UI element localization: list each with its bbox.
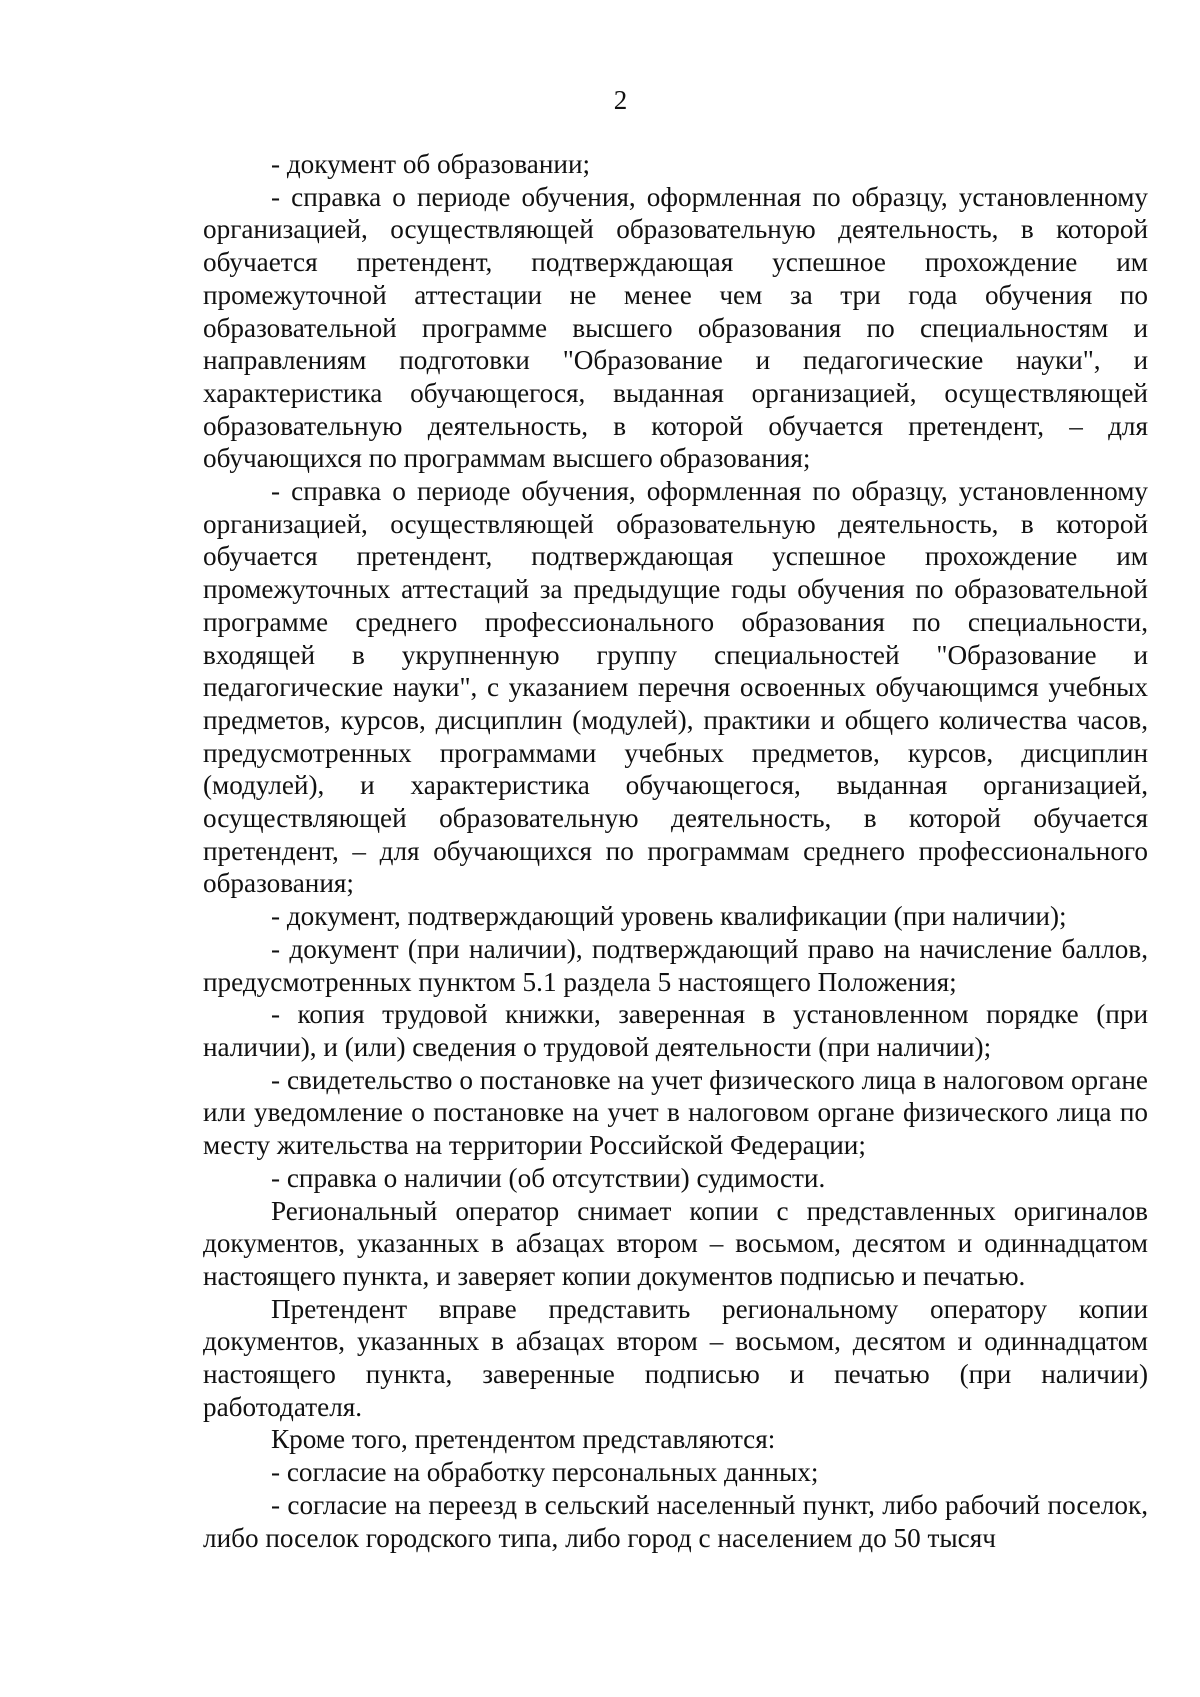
paragraph-education-document: - документ об образовании; [271, 149, 591, 179]
paragraph-criminal-record-certificate: - справка о наличии (об отсутствии) судимости. [271, 1162, 826, 1193]
paragraph-qualification-document: - документ, подтверждающий уровень квалификации (при наличии); [271, 901, 1067, 932]
page-number: 2 [613, 85, 628, 115]
paragraph-operator-copies: Региональный оператор снимает копии с представленных оригиналов документов, указанных в абзацах втором – восьмом, десятом и одиннадцатом настоящего пункта, и заверяет копии документов подписью и печатью. [203, 1195, 1148, 1291]
paragraph-relocation-consent: - согласие на переезд в сельский населенный пункт, либо рабочий поселок, либо поселок городского типа, либо город с населением до 50 тысяч [203, 1489, 1148, 1553]
paragraph-higher-education-certificate: - справка о периоде обучения, оформленная по образцу, установленному организацией, осуществляющей образовательную деятельность, в которой обучается претендент, подтверждающая успешное прохождение им промежуточной аттестации не менее чем за три года обучения по образовательной программе высшего образования по специальностям и направлениям подготовки "Образование и педагогические науки", и характеристика обучающегося, выданная организацией, осуществляющей образовательную деятельность, в которой обучается претендент, – для обучающихся по программам высшего образования; [203, 181, 1148, 474]
paragraph-additionally-submitted: Кроме того, претендентом представляются: [271, 1424, 776, 1455]
paragraph-employment-record: - копия трудовой книжки, заверенная в установленном порядке (при наличии), и (или) сведения о трудовой деятельности (при наличии); [203, 999, 1148, 1062]
paragraph-secondary-education-certificate: - справка о периоде обучения, оформленная по образцу, установленному организацией, осуществляющей образовательную деятельность, в которой обучается претендент, подтверждающая успешное прохождение им промежуточных аттестаций за предыдущие годы обучения по образовательной программе среднего профессионального образования по специальности, входящей в укрупненную группу специальностей "Образование и педагогические науки", с указанием перечня освоенных обучающимся учебных предметов, курсов, дисциплин (модулей), практики и общего количества часов, предусмотренных программами учебных предметов, курсов, дисциплин (модулей), и характеристика обучающегося, выданная организацией, осуществляющей образовательную деятельность, в которой обучается претендент, – для обучающихся по программам среднего профессионального образования; [203, 476, 1148, 899]
paragraph-tax-registration: - свидетельство о постановке на учет физического лица в налоговом органе или уведомление о постановке на учет в налоговом органе физического лица по месту жительства на территории Российской Федерации; [203, 1064, 1148, 1161]
paragraph-personal-data-consent: - согласие на обработку персональных данных; [271, 1457, 819, 1488]
paragraph-applicant-copies: Претендент вправе представить региональному оператору копии документов, указанных в абзацах втором – восьмом, десятом и одиннадцатом настоящего пункта, заверенные подписью и печатью (при наличии) работодателя. [203, 1293, 1148, 1422]
document-body [203, 148, 1148, 1554]
paragraph-points-document: - документ (при наличии), подтверждающий право на начисление баллов, предусмотренных пунктом 5.1 раздела 5 настоящего Положения; [203, 933, 1148, 997]
